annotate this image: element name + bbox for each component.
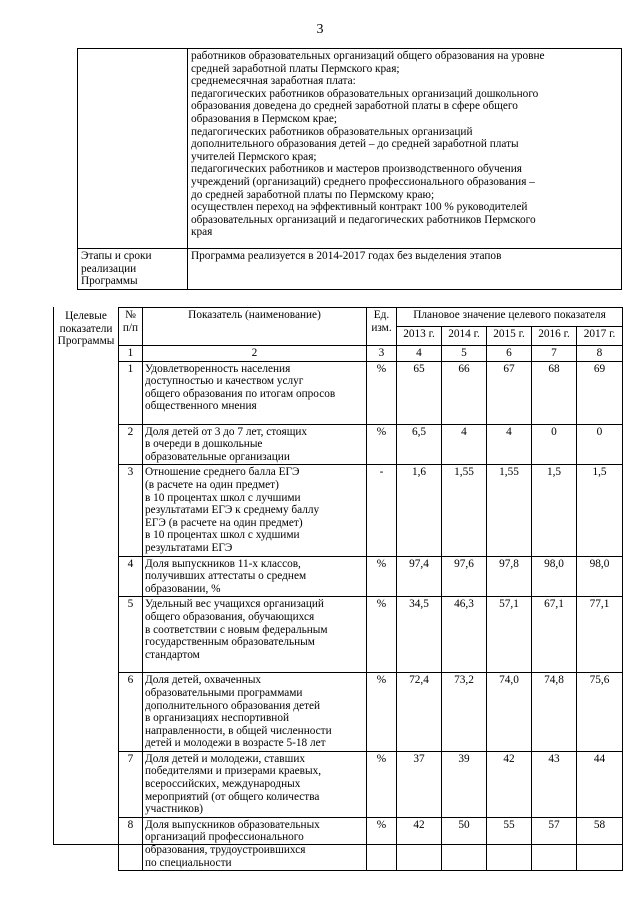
header-unit <box>367 308 397 346</box>
row-name-line: по специальности <box>145 856 232 869</box>
row-unit: % <box>367 424 397 465</box>
continuation-label-cell <box>78 49 188 249</box>
continuation-line: образования в Пермском крае; <box>191 112 338 125</box>
continuation-line: среднемесячная заработная плата: <box>191 75 356 88</box>
row-name-line: направленности, в общей численности <box>145 724 332 737</box>
stages-label-cell <box>78 249 188 290</box>
row-value: 55 <box>487 817 532 870</box>
row-indicator-name <box>143 465 367 556</box>
row-value: 98,0 <box>532 556 577 597</box>
col-number: 1 <box>119 346 143 362</box>
row-value: 74,8 <box>532 673 577 752</box>
row-value: 50 <box>442 817 487 870</box>
stages-label-line: реализации <box>81 262 137 275</box>
row-name-line: дополнительного образования детей <box>145 699 321 712</box>
row-indicator-name <box>143 424 367 465</box>
row-num: 8 <box>119 817 143 870</box>
header-num-line: № <box>125 309 136 321</box>
continuation-text-cell <box>188 49 622 249</box>
row-value: 75,6 <box>577 673 623 752</box>
row-unit: - <box>367 465 397 556</box>
row-value: 4 <box>442 424 487 465</box>
row-name-line: Удельный вес учащихся организаций <box>145 598 324 611</box>
header-year: 2016 г. <box>532 327 577 346</box>
page-number: 3 <box>316 22 324 37</box>
row-unit: % <box>367 751 397 817</box>
row-indicator-name <box>143 817 367 870</box>
row-name-line: всероссийских, международных <box>145 778 301 791</box>
row-value: 1,5 <box>577 465 623 556</box>
row-name-line: в соответствии с новым федеральным <box>145 623 328 636</box>
row-unit: % <box>367 673 397 752</box>
row-value: 0 <box>532 424 577 465</box>
indicators-table <box>118 307 623 871</box>
col-number: 5 <box>442 346 487 362</box>
indicators-rows <box>119 361 623 871</box>
row-indicator-name <box>143 673 367 752</box>
row-name-line: (в расчете на один предмет) <box>145 478 279 491</box>
table-row <box>119 673 623 752</box>
row-value: 39 <box>442 751 487 817</box>
row-name-line: Доля выпускников 11-х классов, <box>145 557 301 570</box>
row-unit: % <box>367 597 397 673</box>
row-name-line: образования, трудоустроившихся <box>145 844 306 857</box>
row-value: 4 <box>487 424 532 465</box>
row-name-line: образовательные организации <box>145 450 290 463</box>
continuation-line: осуществлен переход на эффективный контракт 100 % руководителей <box>191 201 528 214</box>
indicators-label-line: Целевые <box>65 310 107 322</box>
program-passport-table <box>77 48 622 290</box>
row-value: 34,5 <box>397 597 442 673</box>
row-value: 97,4 <box>397 556 442 597</box>
row-name-line: детей и молодежи в возрасте 5-18 лет <box>145 737 326 750</box>
header-num-line: п/п <box>122 321 139 334</box>
row-name-line: Доля детей и молодежи, ставших <box>145 752 306 765</box>
row-name-line: общего образования, обучающихся <box>145 610 315 623</box>
row-value: 42 <box>397 817 442 870</box>
row-num: 2 <box>119 424 143 465</box>
row-value: 37 <box>397 751 442 817</box>
row-name-line: в 10 процентах школ с лучшими <box>145 491 301 504</box>
row-name-line: ЕГЭ (в расчете на один предмет) <box>145 516 303 529</box>
indicators-label-line: Программы <box>57 335 115 348</box>
row-name-line: победителями и призерами краевых, <box>145 765 322 778</box>
continuation-line: учреждений (организаций) среднего профессионального образования – <box>191 175 535 188</box>
col-number: 8 <box>577 346 623 362</box>
row-value: 69 <box>577 361 623 424</box>
header-year: 2017 г. <box>577 327 623 346</box>
continuation-line: края <box>191 226 213 239</box>
row-indicator-name <box>143 361 367 424</box>
continuation-line: до средней заработной платы по Пермскому краю; <box>191 188 435 201</box>
continuation-line: дополнительного образования детей – до средней заработной платы <box>191 138 519 151</box>
row-value: 65 <box>397 361 442 424</box>
row-value: 57 <box>532 817 577 870</box>
row-name-line: общего образования по итогам опросов <box>145 387 336 400</box>
row-name-line: Отношение среднего балла ЕГЭ <box>145 466 300 479</box>
row-value: 98,0 <box>577 556 623 597</box>
row-value: 77,1 <box>577 597 623 673</box>
row-value: 74,0 <box>487 673 532 752</box>
row-name-line: государственным образовательным <box>145 636 315 649</box>
header-year: 2015 г. <box>487 327 532 346</box>
row-name-line: Доля детей от 3 до 7 лет, стоящих <box>145 425 308 438</box>
row-num: 1 <box>119 361 143 424</box>
col-number: 3 <box>367 346 397 362</box>
stages-label-line: Этапы и сроки <box>81 250 152 262</box>
row-num: 3 <box>119 465 143 556</box>
row-name-line: образовательными программами <box>145 686 303 699</box>
row-value: 42 <box>487 751 532 817</box>
header-unit-line: Ед. <box>373 309 390 321</box>
row-value: 1,5 <box>532 465 577 556</box>
row-value: 57,1 <box>487 597 532 673</box>
table-row <box>119 751 623 817</box>
row-name-line: стандартом <box>145 648 200 661</box>
continuation-line: педагогических работников образовательных организаций дошкольного <box>191 87 539 100</box>
row-value: 67 <box>487 361 532 424</box>
header-year: 2013 г. <box>397 327 442 346</box>
table-row <box>119 597 623 673</box>
row-name-line: получивших аттестаты о среднем <box>145 570 307 583</box>
row-name-line: результатами ЕГЭ к среднему баллу <box>145 504 320 517</box>
row-name-line: участников) <box>145 803 204 816</box>
row-name-line: доступностью и качеством услуг <box>145 375 304 388</box>
stages-text-cell <box>188 249 622 290</box>
continuation-line: учителей Пермского края; <box>191 150 317 163</box>
row-value: 43 <box>532 751 577 817</box>
row-value: 73,2 <box>442 673 487 752</box>
row-indicator-name <box>143 751 367 817</box>
stages-text: Программа реализуется в 2014-2017 годах без выделения этапов <box>191 250 502 262</box>
col-number: 4 <box>397 346 442 362</box>
row-num: 7 <box>119 751 143 817</box>
row-name-line: результатами ЕГЭ <box>145 541 233 554</box>
indicators-label-line: показатели <box>59 322 113 335</box>
row-name-line: в организациях неспортивной <box>145 712 290 725</box>
row-value: 44 <box>577 751 623 817</box>
col-number: 7 <box>532 346 577 362</box>
row-name-line: Доля детей, охваченных <box>145 674 262 687</box>
header-num <box>119 308 143 346</box>
table-row <box>119 361 623 424</box>
continuation-line: образования доведена до средней заработной платы в сфере общего <box>191 100 518 113</box>
row-indicator-name <box>143 597 367 673</box>
row-value: 1,6 <box>397 465 442 556</box>
row-name-line: Доля выпускников образовательных <box>145 818 320 831</box>
stages-label-line: Программы <box>81 275 138 288</box>
continuation-line: образовательных организаций и педагогических работников Пермского <box>191 213 536 226</box>
row-unit: % <box>367 361 397 424</box>
row-value: 68 <box>532 361 577 424</box>
row-value: 1,55 <box>442 465 487 556</box>
continuation-line: средней заработной платы Пермского края; <box>191 62 400 75</box>
col-number: 2 <box>143 346 367 362</box>
table-row <box>119 424 623 465</box>
indicators-section-label <box>54 310 118 348</box>
header-unit-line: изм. <box>371 321 392 334</box>
row-num: 6 <box>119 673 143 752</box>
row-name-line: Удовлетворенность населения <box>145 362 291 375</box>
row-name-line: организаций профессионального <box>145 831 304 844</box>
col-number: 6 <box>487 346 532 362</box>
table-row <box>119 465 623 556</box>
row-value: 72,4 <box>397 673 442 752</box>
header-indicator: Показатель (наименование) <box>143 308 367 346</box>
row-value: 0 <box>577 424 623 465</box>
row-indicator-name <box>143 556 367 597</box>
row-value: 6,5 <box>397 424 442 465</box>
row-value: 58 <box>577 817 623 870</box>
row-value: 46,3 <box>442 597 487 673</box>
row-num: 5 <box>119 597 143 673</box>
row-value: 97,6 <box>442 556 487 597</box>
continuation-line: работников образовательных организаций общего образования на уровне <box>191 50 545 62</box>
row-unit: % <box>367 556 397 597</box>
header-planned: Плановое значение целевого показателя <box>397 308 623 327</box>
continuation-line: педагогических работников образовательных организаций <box>191 125 473 138</box>
row-unit: % <box>367 817 397 870</box>
header-year: 2014 г. <box>442 327 487 346</box>
row-num: 4 <box>119 556 143 597</box>
row-name-line: образовании, % <box>145 582 221 595</box>
row-value: 97,8 <box>487 556 532 597</box>
row-value: 67,1 <box>532 597 577 673</box>
row-name-line: в 10 процентах школ с худшими <box>145 529 300 542</box>
row-value: 1,55 <box>487 465 532 556</box>
row-name-line: мероприятий (от общего количества <box>145 790 320 803</box>
continuation-line: педагогических работников и мастеров производственного обучения <box>191 163 522 176</box>
row-name-line: общественного мнения <box>145 400 257 413</box>
table-row <box>119 817 623 870</box>
row-value: 66 <box>442 361 487 424</box>
table-row <box>119 556 623 597</box>
row-name-line: в очереди в дошкольные <box>145 438 263 451</box>
